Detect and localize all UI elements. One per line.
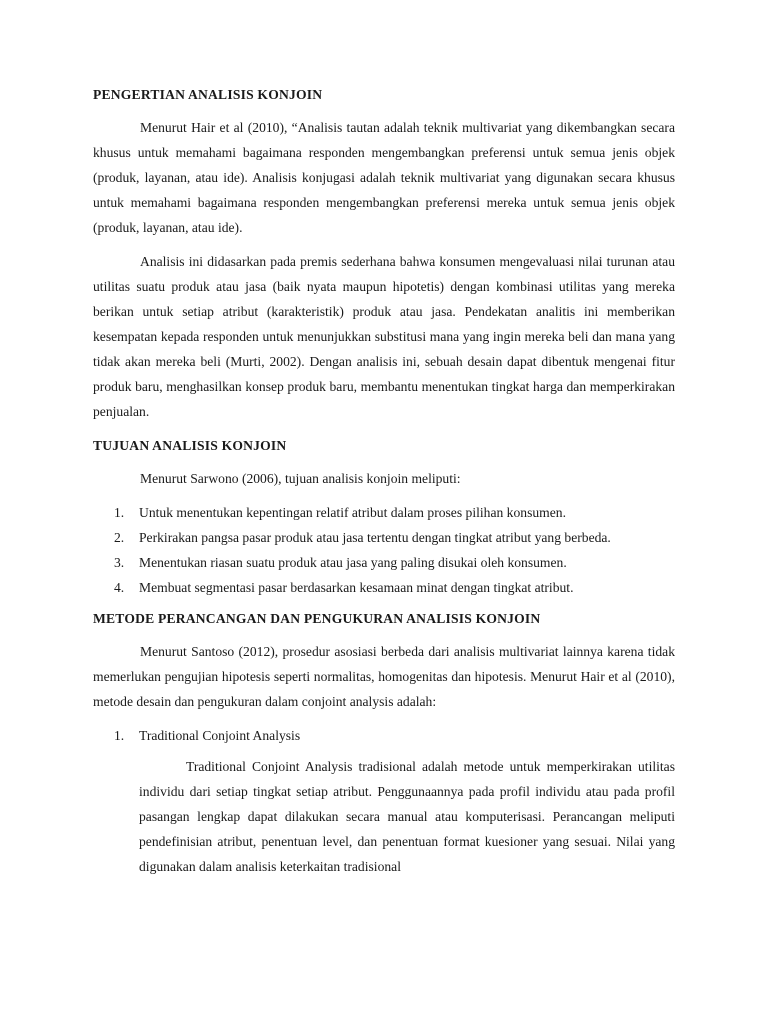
numbered-list-tujuan xyxy=(93,500,675,600)
paragraph: Menurut Sarwono (2006), tujuan analisis konjoin meliputi: xyxy=(140,471,461,486)
list-item-title: Traditional Conjoint Analysis xyxy=(139,728,301,743)
list-item-text: Menentukan riasan suatu produk atau jasa yang paling disukai oleh konsumen. xyxy=(139,555,567,570)
list-item-text: Perkirakan pangsa pasar produk atau jasa tertentu dengan tingkat atribut yang berbeda. xyxy=(139,530,611,545)
list-item-body: Traditional Conjoint Analysis tradisional adalah metode untuk memperkirakan utilitas individu dari setiap tingkat setiap atribut. Penggunaannya pada profil individu atau pada profil pasangan lengkap dapat dilakukan secara manual atau komputerisasi. Perancangan meliputi pendefinisian atribut, penentuan level, dan penentuan format kuesioner yang sesuai. Nilai yang digunakan dalam analisis keterkaitan tradisional xyxy=(139,759,675,874)
list-number: 3. xyxy=(114,555,125,570)
section-heading-tujuan: TUJUAN ANALISIS KONJOIN xyxy=(93,438,287,453)
list-item-text: Membuat segmentasi pasar berdasarkan kesamaan minat dengan tingkat atribut. xyxy=(139,580,574,595)
paragraph: Menurut Hair et al (2010), “Analisis tautan adalah teknik multivariat yang dikembangkan secara khusus untuk memahami bagaimana responden mengembangkan preferensi untuk semua jenis objek (produk, layanan, atau ide). Analisis konjugasi adalah teknik multivariat yang digunakan secara khusus untuk memahami bagaimana responden mengembangkan preferensi mereka untuk semua jenis objek (produk, layanan, atau ide). xyxy=(93,120,675,235)
list-item xyxy=(93,575,675,600)
section-heading-metode: METODE PERANCANGAN DAN PENGUKURAN ANALISIS KONJOIN xyxy=(93,611,541,626)
list-number: 4. xyxy=(114,580,125,595)
list-item xyxy=(93,550,675,575)
paragraph: Menurut Santoso (2012), prosedur asosiasi berbeda dari analisis multivariat lainnya karena tidak memerlukan pengujian hipotesis seperti normalitas, homogenitas dan hipotesis. Menurut Hair et al (2010), metode desain dan pengukuran dalam conjoint analysis adalah: xyxy=(93,644,675,709)
list-item xyxy=(93,723,675,748)
list-number: 1. xyxy=(114,505,125,520)
list-item-text: Untuk menentukan kepentingan relatif atribut dalam proses pilihan konsumen. xyxy=(139,505,566,520)
section-heading-pengertian: PENGERTIAN ANALISIS KONJOIN xyxy=(93,87,323,102)
paragraph: Analisis ini didasarkan pada premis sederhana bahwa konsumen mengevaluasi nilai turunan atau utilitas suatu produk atau jasa (baik nyata maupun hipotetis) dengan kombinasi utilitas yang mereka berikan untuk setiap atribut (karakteristik) produk atau jasa. Pendekatan analitis ini memberikan kesempatan kepada responden untuk menunjukkan substitusi mana yang ingin mereka beli dan mana yang tidak akan mereka beli (Murti, 2002). Dengan analisis ini, sebuah desain dapat dibentuk mengenai fitur produk baru, menghasilkan konsep produk baru, membantu menentukan tingkat harga dan memperkirakan penjualan. xyxy=(93,254,675,419)
list-number: 1. xyxy=(114,728,125,743)
list-item xyxy=(93,525,675,550)
list-item xyxy=(93,500,675,525)
list-number: 2. xyxy=(114,530,125,545)
numbered-list-metode xyxy=(93,723,675,748)
